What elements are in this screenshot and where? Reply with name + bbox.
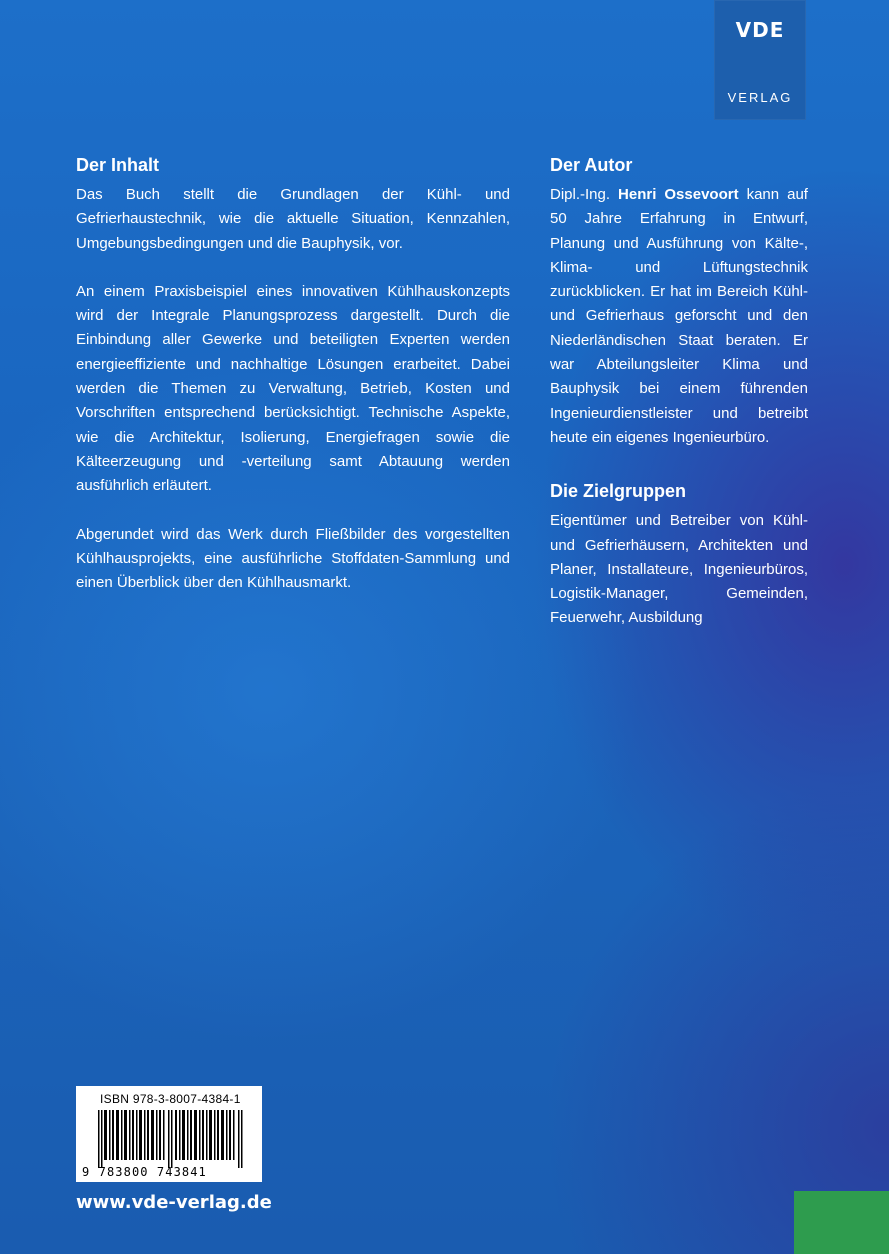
logo-vde-text: VDE (735, 18, 785, 42)
isbn-barcode-box (76, 1086, 262, 1182)
green-accent-block (794, 1191, 889, 1254)
inhalt-paragraph-1: Das Buch stellt die Grundlagen der Kühl- und Gefrierhaustechnik, wie die aktuelle Situation, Kennzahlen, Umgebungsbedingungen und die Bauphysik, vor. (76, 186, 510, 252)
inhalt-paragraph-3: Abgerundet wird das Werk durch Fließbilder des vorgestellten Kühlhausprojekts, eine ausführliche Stoffdaten-Sammlung und einen Überblick über den Kühlhausmarkt. (76, 525, 510, 592)
zielgruppen-paragraph: Eigentümer und Betreiber von Kühl- und Gefrierhäusern, Architekten und Planer, Installateure, Ingenieurbüros, Logistik-Manager, Gemeinden, Feuerwehr, Ausbildung (550, 512, 808, 627)
autor-name: Henri Ossevoort (618, 186, 739, 203)
isbn-label: ISBN 978-3-8007-4384-1 (100, 1092, 241, 1106)
vde-verlag-logo (714, 0, 806, 120)
inhalt-paragraph-2: An einem Praxisbeispiel eines innovativen Kühlhauskonzepts wird der Integrale Planungsprozess dargestellt. Durch die Einbindung aller Gewerke und beteiligten Experten werden energieeffiziente und nachhaltige Lösungen erarbeitet. Dabei werden die Themen zu Verwaltung, Betrieb, Kosten und Vorschriften entsprechend berücksichtigt. Technische Aspekte, wie die Architektur, Isolierung, Energiefragen sowie die Kälteerzeugung und -verteilung samt Abtauung werden ausführlich erläutert. (76, 282, 510, 495)
logo-verlag-text: VERLAG (727, 90, 793, 105)
autor-text: kann auf 50 Jahre Erfahrung in Entwurf, Planung und Ausführung von Kälte-, Klima- und Lüftungstechnik zurückblicken. Er hat im Bereich Kühl- und Gefrierhaus geforscht und den Niederländischen Staat beraten. Er war Abteilungsleiter Klima und Bauphysik bei einem führenden Ingenieurdienstleister und betreibt heute ein eigenes Ingenieurbüro. (550, 186, 808, 446)
publisher-website-link[interactable]: www.vde-verlag.de (76, 1192, 272, 1213)
autor-heading: Der Autor (550, 155, 633, 175)
content-column-right (550, 150, 808, 631)
zielgruppen-heading: Die Zielgruppen (550, 481, 687, 502)
barcode-icon (98, 1110, 246, 1168)
inhalt-heading: Der Inhalt (76, 155, 160, 175)
content-column-left (76, 150, 510, 595)
autor-prefix: Dipl.-Ing. (550, 186, 619, 203)
autor-paragraph (550, 183, 808, 450)
isbn-digits: 9 783800 743841 (82, 1165, 207, 1179)
